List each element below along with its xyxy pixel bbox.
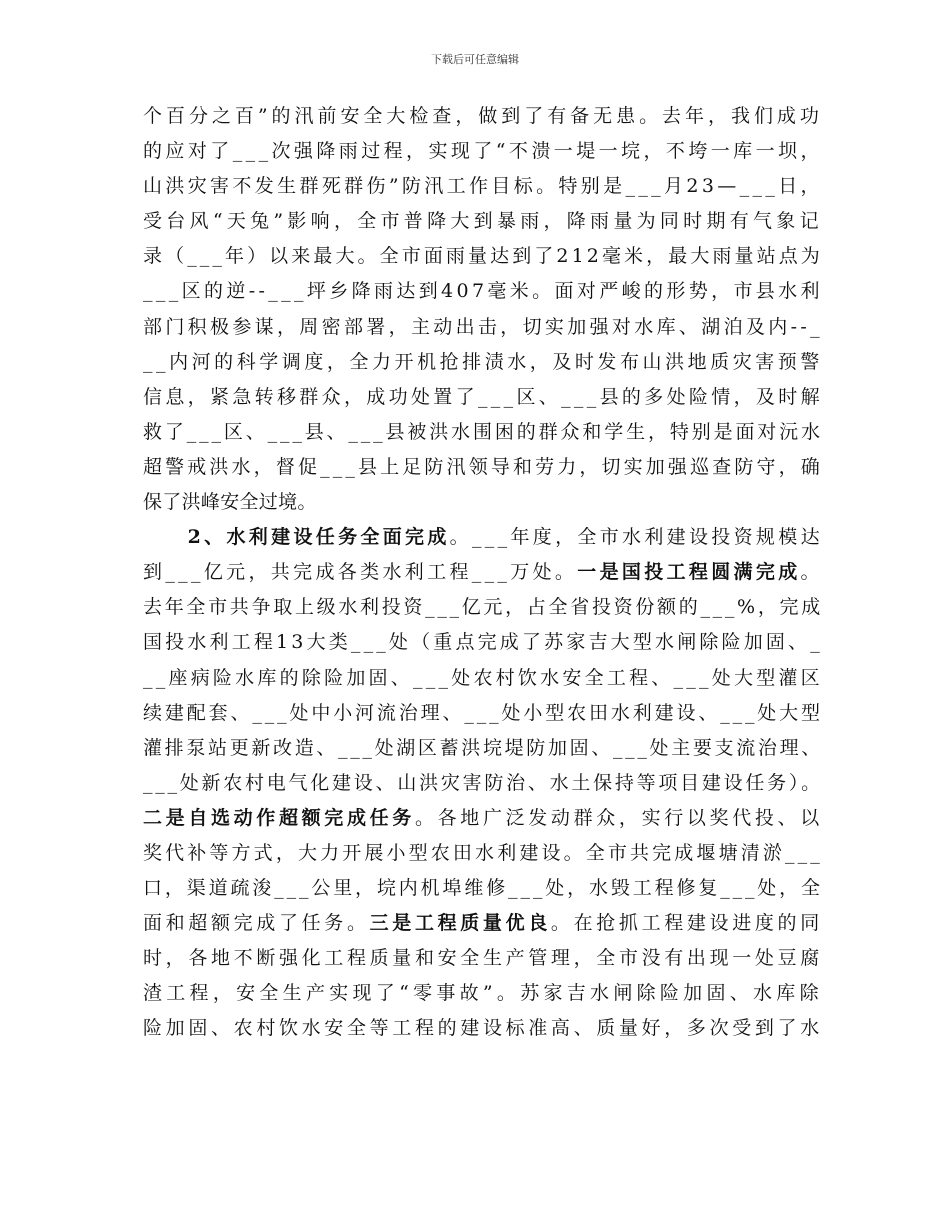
body-text-run: 国投水利工程13大类___处（重点完成了苏家吉大型水闸除险加固、_	[143, 631, 823, 654]
body-text-run: 口，渠道疏浚___公里，垸内机埠维修___处，水毁工程修复___处，全	[143, 877, 823, 900]
text-line	[143, 696, 823, 731]
page-header: 下载后可任意编辑	[431, 53, 519, 66]
body-text-run: 。___年度，全市水利建设投资规模达	[449, 526, 823, 549]
text-line	[143, 871, 823, 906]
body-text-run: 受台风“天兔”影响，全市普降大到暴雨，降雨量为同时期有气象记	[143, 210, 823, 233]
text-line	[143, 169, 823, 204]
body-text-run: 山洪灾害不发生群死群伤”防汛工作目标。特别是___月23—___日，	[143, 175, 823, 198]
body-text-run: 个百分之百”的汛前安全大检查，做到了有备无患。去年，我们成功	[143, 105, 823, 127]
text-line	[143, 661, 823, 696]
bold-heading-text: 一是国投工程圆满完成	[577, 561, 801, 584]
text-line	[143, 590, 823, 625]
text-line	[143, 1011, 823, 1046]
body-text-run: 。各地广泛发动群众，实行以奖代投、以	[414, 806, 823, 829]
body-text-run: 渣工程，安全生产实现了“零事故”。苏家吉水闸除险加固、水库除	[143, 982, 823, 1005]
text-line	[143, 731, 823, 766]
text-line	[143, 801, 823, 836]
body-text-run: ___区的逆--___坪乡降雨达到407毫米。面对严峻的形势，市县水利	[143, 280, 823, 303]
text-line	[143, 415, 823, 450]
body-text-run: 部门积极参谋，周密部署，主动出击，切实加强对水库、湖泊及内--_	[143, 315, 823, 338]
text-line	[143, 625, 823, 660]
body-text-run: 信息，紧急转移群众，成功处置了___区、___县的多处险情，及时解	[143, 385, 823, 408]
body-text-run: 录（___年）以来最大。全市面雨量达到了212毫米，最大雨量站点为	[143, 245, 823, 268]
text-line	[143, 99, 823, 134]
body-text-run: 的应对了___次强降雨过程，实现了“不溃一堤一垸，不垮一库一坝，	[143, 140, 823, 163]
text-line	[143, 485, 823, 520]
body-text-run: 续建配套、___处中小河流治理、___处小型农田水利建设、___处大型	[143, 701, 823, 724]
body-text-run: ___处新农村电气化建设、山洪灾害防治、水土保持等项目建设任务）。	[143, 771, 823, 794]
text-line	[143, 380, 823, 415]
body-text-run: 险加固、农村饮水安全等工程的建设标准高、质量好，多次受到了水	[143, 1017, 823, 1040]
text-line	[143, 239, 823, 274]
text-line	[143, 204, 823, 239]
body-text-run: 面和超额完成了任务。	[143, 912, 370, 935]
text-line	[143, 450, 823, 485]
body-text-run: 保了洪峰安全过境。	[143, 491, 317, 514]
body-text-run: 到___亿元，共完成各类水利工程___万处。	[143, 561, 578, 584]
text-line	[143, 906, 823, 941]
bold-heading-text: 二是自选动作超额完成任务	[143, 806, 415, 829]
body-text-run: 去年全市共争取上级水利投资___亿元，占全省投资份额的___%，完成	[143, 596, 823, 619]
text-line	[143, 134, 823, 169]
body-text-run: 时，各地不断强化工程质量和安全生产管理，全市没有出现一处豆腐	[143, 947, 823, 970]
bold-heading-text: 三是工程质量优良	[369, 912, 551, 935]
text-line	[143, 555, 823, 590]
body-text-run: 超警戒洪水，督促___县上足防汛领导和劳力，切实加强巡查防守，确	[143, 455, 823, 478]
text-line	[143, 766, 823, 801]
body-text-run: __座病险水库的除险加固、___处农村饮水安全工程、___处大型灌区	[143, 666, 823, 689]
body-text-run: 奖代补等方式，大力开展小型农田水利建设。全市共完成堰塘清淤___	[143, 841, 823, 864]
document-body	[143, 99, 823, 1047]
text-line	[143, 976, 823, 1011]
text-line	[143, 274, 823, 309]
text-line	[143, 310, 823, 345]
text-line	[143, 836, 823, 871]
body-text-run: 救了___区、___县、___县被洪水围困的群众和学生，特别是面对沅水	[143, 420, 823, 443]
body-text-run: 。在抢抓工程建设进度的同	[550, 912, 823, 935]
body-text-run: __内河的科学调度，全力开机抢排渍水，及时发布山洪地质灾害预警	[143, 350, 823, 373]
text-line	[143, 941, 823, 976]
body-text-run: 灌排泵站更新改造、___处湖区蓄洪垸堤防加固、___处主要支流治理、	[143, 736, 823, 759]
body-text-run: 。	[800, 561, 823, 584]
bold-heading-text: 2、水利建设任务全面完成	[143, 526, 450, 549]
text-line	[143, 345, 823, 380]
text-line	[143, 520, 823, 555]
